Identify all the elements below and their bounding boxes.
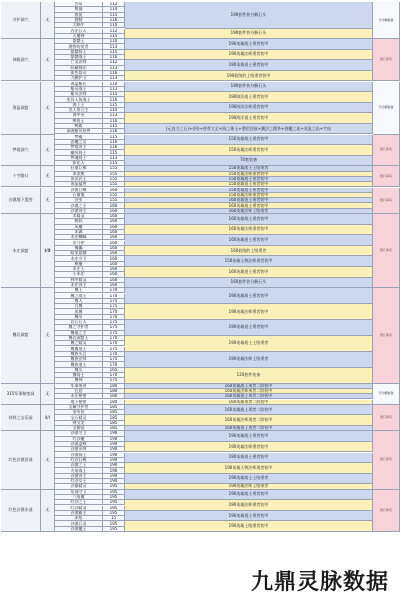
boss-level: 155 xyxy=(103,172,125,177)
boss-name: 沙漠魔王 xyxy=(55,527,103,532)
dungeon-note: 无分解装备 xyxy=(373,82,400,135)
boss-name: 血色祭司 xyxy=(55,71,103,76)
boss-level: 160 xyxy=(103,225,125,230)
reward-band: 150英雄战士勇者装甲 xyxy=(125,188,373,193)
boss-name: 影化人 xyxy=(55,161,103,166)
boss-level: 175 xyxy=(103,378,125,383)
boss-name: 船员战士 xyxy=(55,87,103,92)
boss-name: 卧藏铸印 xyxy=(55,66,103,71)
reward-band: 160英雄道士勇者装甲 xyxy=(125,235,373,246)
reward-band: 160英雄战士勇者装甲 xyxy=(125,214,373,225)
boss-name: 林中精灵 xyxy=(55,278,103,283)
reward-band: 190英雄战士勇者装甲 xyxy=(125,490,373,501)
boss-level: 175 xyxy=(103,320,125,325)
boss-name: 鹰之精灵 xyxy=(55,341,103,346)
boss-name: 沙虫 xyxy=(55,198,103,203)
reward-band: 190英雄战士上级勇者 xyxy=(125,474,373,485)
boss-name: 鹰人 xyxy=(55,299,103,304)
dungeon-note: 低几率有 xyxy=(373,288,400,383)
boss-level: 113 xyxy=(103,66,125,71)
boss-level: 155 xyxy=(103,198,125,203)
boss-level: 115 xyxy=(103,92,125,97)
boss-level: 190 xyxy=(103,442,125,447)
boss-name: 亡灵法师 xyxy=(55,60,103,65)
boss-level: 190 xyxy=(103,453,125,458)
boss-name: 木庄守卫 xyxy=(55,256,103,261)
reward-band: 160英雄法师上级勇者 xyxy=(125,209,373,214)
reward-band: 190英雄法师勇者装甲 xyxy=(125,304,373,320)
dungeon-difficulty: 无 xyxy=(41,39,55,81)
boss-name: 沙漠巨蝎 xyxy=(55,188,103,193)
reward-band: 160英雄法师勇者装甲 xyxy=(125,225,373,236)
boss-level: 115 xyxy=(103,124,125,129)
boss-name: 沙漠守卫 xyxy=(55,431,103,436)
boss-level: 190 xyxy=(103,479,125,484)
boss-name: 石像鬼 xyxy=(55,193,103,198)
reward-band: 160英雄勇者二阶装甲 xyxy=(125,400,373,405)
reward-band: 150英雄战士勇者装甲 xyxy=(125,135,373,146)
boss-name: 沙漠巨灵 xyxy=(55,521,103,526)
boss-name: 木庄领主 xyxy=(55,283,103,288)
reward-band: 190英雄道士勇者装甲 xyxy=(125,320,373,336)
boss-level: 160 xyxy=(103,251,125,256)
reward-band: 160英雄法师勇者二阶装甲 xyxy=(125,389,373,394)
boss-name: 沙漠巫师 xyxy=(55,447,103,452)
boss-level: 180 xyxy=(103,384,125,389)
boss-name: 鹰王 xyxy=(55,288,103,293)
dungeon-difficulty: 无 xyxy=(41,384,55,405)
boss-name: 红沙巨蝎 xyxy=(55,458,103,463)
boss-level: 116 xyxy=(103,55,125,60)
reward-band: 190英雄道士勇者装甲 xyxy=(125,60,373,71)
boss-name: 树妖 xyxy=(55,219,103,224)
boss-level: 115 xyxy=(103,103,125,108)
boss-level: 175 xyxy=(103,347,125,352)
boss-name: 鲸鱼王 xyxy=(55,119,103,124)
boss-level: 110 xyxy=(103,108,125,113)
dungeon-difficulty: 无 xyxy=(41,82,55,135)
boss-level: 160 xyxy=(103,203,125,208)
boss-level: 195 xyxy=(103,527,125,532)
boss-level: 170 xyxy=(103,373,125,378)
boss-level: 115 xyxy=(103,150,125,155)
boss-name: 变异人鱼战士 xyxy=(55,97,103,102)
boss-name: 冰冻武士 xyxy=(55,177,103,182)
reward-band: 190英雄战士勇者装甲 xyxy=(125,288,373,304)
boss-level: 165 xyxy=(103,368,125,373)
boss-name: 傀儡 xyxy=(55,246,103,251)
boss-name: 木乃伊 xyxy=(55,241,103,246)
reward-band: 190英雄战士勇者装甲 xyxy=(125,431,373,442)
dungeon-note: 无分解装备 xyxy=(373,384,400,405)
boss-name: 幽冥骑士 xyxy=(55,150,103,155)
boss-level: 170 xyxy=(103,352,125,357)
dungeon-difficulty: 无 xyxy=(41,135,55,167)
boss-level: 160 xyxy=(103,230,125,235)
boss-name: 暗黑骷髅 xyxy=(55,251,103,256)
reward-band: 190海洋法师勇者装甲 xyxy=(125,103,373,114)
reward-band: 190英雄人物法师勇者装甲 xyxy=(125,463,373,474)
dungeon-name: 梦境洞穴 xyxy=(1,135,41,167)
boss-name: 沙漠领主 xyxy=(55,209,103,214)
dungeon-difficulty: 无 xyxy=(41,288,55,383)
boss-name: 沙漠之王 xyxy=(55,203,103,208)
dungeon-name: 木庄洞窟 xyxy=(1,214,41,288)
boss-level: 195 xyxy=(103,490,125,495)
boss-name: 鹰族法师 xyxy=(55,357,103,362)
boss-name: 财宝龙 xyxy=(55,421,103,426)
boss-name: 木庄王 xyxy=(55,267,103,272)
boss-name: 八角魔 xyxy=(55,495,103,500)
boss-level: 195 xyxy=(103,484,125,489)
boss-name: 沙漠盗贼 xyxy=(55,442,103,447)
boss-level: 170 xyxy=(103,288,125,293)
boss-name: 红沙之王 xyxy=(55,500,103,505)
reward-band: 190低级的上级勇者装甲 xyxy=(125,71,373,82)
dungeon-difficulty: 无 xyxy=(41,490,55,532)
reward-band: 150英雄战士上级勇者 xyxy=(125,166,373,171)
boss-name: 沙漠之王 xyxy=(55,463,103,468)
boss-name: 骷髅王 xyxy=(55,39,103,44)
boss-level: 160 xyxy=(103,219,125,224)
reward-band: 190海洋道士勇者装甲 xyxy=(125,113,373,124)
boss-name: 大鹏护卫 xyxy=(55,76,103,81)
boss-name: 沙漠霸主 xyxy=(55,511,103,516)
dungeon-difficulty: Ⅱ/Ⅰ xyxy=(41,405,55,432)
boss-name: 金币怪 xyxy=(55,410,103,415)
boss-name: 冰晶猛兽 xyxy=(55,182,103,187)
boss-name: 梦境领主 xyxy=(55,145,103,150)
boss-name: 小木庄 xyxy=(55,272,103,277)
boss-name: 沙漠骑士 xyxy=(55,453,103,458)
boss-name: 木庄蜘蛛 xyxy=(55,235,103,240)
boss-level: 185 xyxy=(103,405,125,410)
boss-level: 160 xyxy=(103,256,125,261)
boss-level: 180 xyxy=(103,394,125,399)
boss-level: 160 xyxy=(103,262,125,267)
dungeon-name: 十字路口 xyxy=(1,166,41,187)
reward-band: 190英雄法师勇者装甲 xyxy=(125,500,373,511)
dungeon-note: 低几率有 xyxy=(373,166,400,187)
boss-name: 深海船员怪兽 xyxy=(55,129,103,134)
boss-level: 190 xyxy=(103,463,125,468)
boss-name: 红沙女王 xyxy=(55,479,103,484)
reward-band: 190英雄战士勇者装甲 xyxy=(125,39,373,50)
boss-level: 190 xyxy=(103,474,125,479)
boss-name: 鲸鲨 xyxy=(55,124,103,129)
boss-name: 鹰骑士 xyxy=(55,373,103,378)
watermark-text: 九鼎灵脉数据 xyxy=(250,570,389,595)
boss-level: 112 xyxy=(103,2,125,7)
boss-name: 宝石精灵 xyxy=(55,415,103,420)
reward-band: 160英雄法师勇者二阶装甲 xyxy=(125,415,373,426)
boss-level: 113 xyxy=(103,87,125,92)
reward-band: 160英雄战士勇者二阶装甲 xyxy=(125,384,373,389)
boss-level: 160 xyxy=(103,267,125,272)
reward-band: 190英雄上级勇者装甲 xyxy=(125,521,373,532)
boss-name: 鹰翼战士 xyxy=(55,347,103,352)
boss-level: 113 xyxy=(103,156,125,161)
boss-level: 115 xyxy=(103,135,125,140)
reward-band: 190海洋战士勇者装甲 xyxy=(125,92,373,103)
boss-level: 170 xyxy=(103,362,125,367)
boss-level: 190 xyxy=(103,437,125,442)
boss-level: 175 xyxy=(103,331,125,336)
reward-band: 190套件装分解石头 xyxy=(125,2,373,29)
dungeon-name: 鹰岩洞窟 xyxy=(1,288,41,383)
boss-name: 船员法师 xyxy=(55,92,103,97)
boss-level: 185 xyxy=(103,426,125,431)
boss-name: 树魔 xyxy=(55,262,103,267)
boss-name: 风魔 xyxy=(55,225,103,230)
boss-name: 鹰之战士 xyxy=(55,294,103,299)
boss-name: 鹰神 xyxy=(55,378,103,383)
boss-name: 木精灵 xyxy=(55,214,103,219)
reward-band: 150英雄法师勇者装甲 xyxy=(125,172,373,177)
boss-level: 115 xyxy=(103,13,125,18)
boss-level: 175 xyxy=(103,299,125,304)
boss-level: 160 xyxy=(103,209,125,214)
boss-level: 195 xyxy=(103,521,125,526)
boss-level: 195 xyxy=(103,500,125,505)
boss-level: 112 xyxy=(103,60,125,65)
dungeon-note: 低几率有 xyxy=(373,39,400,81)
boss-level: 110 xyxy=(103,23,125,28)
dungeon-note: 低几率有 xyxy=(373,405,400,432)
dungeon-difficulty: Ⅱ/Ⅲ xyxy=(41,214,55,288)
boss-level: 160 xyxy=(103,235,125,240)
dungeon-difficulty: 无 xyxy=(41,166,55,187)
boss-level: 185 xyxy=(103,415,125,420)
dungeon-name: 守护洞穴 xyxy=(1,2,41,39)
dungeon-name: 沙漠地下遗迹 xyxy=(1,188,41,215)
boss-level: 116 xyxy=(103,140,125,145)
boss-level: 175 xyxy=(103,325,125,330)
reward-band: 120套件装备 xyxy=(125,368,373,384)
boss-name: 吉蒂 xyxy=(55,2,103,7)
boss-level: 155 xyxy=(103,177,125,182)
boss-name: 冰冻熊 xyxy=(55,172,103,177)
boss-level: 116 xyxy=(103,129,125,134)
reward-band: 190英雄法师勇者装甲 xyxy=(125,50,373,61)
reward-band: 160英雄道士勇者二阶装甲 xyxy=(125,426,373,431)
boss-name: 鹰族道士 xyxy=(55,362,103,367)
boss-name: 吞法巨人 xyxy=(55,29,103,34)
boss-level: 116 xyxy=(103,71,125,76)
boss-name: 木偶 xyxy=(55,230,103,235)
boss-name: 鹰巢之主 xyxy=(55,331,103,336)
boss-name: 大蜗牛 xyxy=(55,23,103,28)
boss-level: 195 xyxy=(103,506,125,511)
boss-name: 鹰岩洞窟王 xyxy=(55,336,103,341)
boss-name: 沙暴精灵 xyxy=(55,484,103,489)
dungeon-name: 315军事秘密洞 xyxy=(1,384,41,405)
reward-band: 160套件装分解石头 xyxy=(125,278,373,289)
boss-name: 鹰巫 xyxy=(55,315,103,320)
boss-name: 白鹰 xyxy=(55,304,103,309)
boss-level: 170 xyxy=(103,336,125,341)
boss-name: 恶魔之女 xyxy=(55,140,103,145)
boss-name: 火焰战士 xyxy=(55,468,103,473)
boss-level: 116 xyxy=(103,97,125,102)
boss-level: 195 xyxy=(103,495,125,500)
boss-level: 170 xyxy=(103,315,125,320)
boss-name: 海上王 xyxy=(55,103,103,108)
boss-name: 地下秘密 xyxy=(55,400,103,405)
boss-name: 赤焰 xyxy=(55,516,103,521)
boss-level: 160 xyxy=(103,278,125,283)
drop-table xyxy=(1,2,400,598)
boss-name: 宝箱怪 xyxy=(55,426,103,431)
boss-level: 170 xyxy=(103,294,125,299)
boss-level: 112 xyxy=(103,29,125,34)
boss-level: 190 xyxy=(103,447,125,452)
boss-name: 火魔神 xyxy=(55,34,103,39)
boss-name: 岩石巨人 xyxy=(55,320,103,325)
dungeon-note: 低几率有 xyxy=(373,135,400,167)
boss-name: 骷髅骑士 xyxy=(55,50,103,55)
boss-name: 军事统领 xyxy=(55,384,103,389)
boss-name: 鹰之守护者 xyxy=(55,325,103,330)
boss-level: 170 xyxy=(103,341,125,346)
boss-name: 理智的觉者 xyxy=(55,44,103,49)
boss-level: 115 xyxy=(103,50,125,55)
boss-name: 海盗船长 xyxy=(55,82,103,87)
boss-level: 175 xyxy=(103,357,125,362)
dungeon-name: 红色沙漠东部 xyxy=(1,490,41,532)
reward-band: 190套件装分解石头 xyxy=(125,29,373,40)
boss-level: 116 xyxy=(103,145,125,150)
dungeon-name: 红色沙漠西部 xyxy=(1,431,41,489)
boss-level: 113 xyxy=(103,113,125,118)
reward-band: 160英雄道士勇者装甲 xyxy=(125,198,373,203)
reward-band: 190英雄战士上级勇者 xyxy=(125,336,373,352)
reward-band: 190英雄法师上级勇者 xyxy=(125,352,373,368)
dungeon-note: 低几率有 xyxy=(373,431,400,489)
boss-name: 木庄秘密 xyxy=(55,394,103,399)
dungeon-note: 低几率有 xyxy=(373,214,400,288)
boss-level: 15 xyxy=(103,516,125,521)
boss-level: 190 xyxy=(103,468,125,473)
boss-name: 狼徒 xyxy=(55,13,103,18)
dungeon-difficulty: 无 xyxy=(41,431,55,489)
boss-level: 155 xyxy=(103,182,125,187)
boss-level: 160 xyxy=(103,214,125,219)
dungeon-note: 无分解装备 xyxy=(373,2,400,39)
boss-level: 115 xyxy=(103,161,125,166)
boss-name: 宝藏守护者 xyxy=(55,405,103,410)
dungeon-difficulty: 无 xyxy=(41,188,55,215)
boss-name: 黑鹰 xyxy=(55,309,103,314)
reward-band: 160低级的上级勇者 xyxy=(125,246,373,257)
dungeon-difficulty: 无 xyxy=(41,2,55,39)
boss-name: 梦魂骑士 xyxy=(55,156,103,161)
boss-level: 180 xyxy=(103,400,125,405)
reward-band: 190套件装分解石头 xyxy=(125,82,373,93)
boss-level: 155 xyxy=(103,193,125,198)
boss-level: 116 xyxy=(103,18,125,23)
boss-name: 鹰爪 xyxy=(55,368,103,373)
boss-name: 骷髅战士 xyxy=(55,55,103,60)
dungeon-name: 神殿洞穴 xyxy=(1,39,41,81)
boss-level: 160 xyxy=(103,272,125,277)
dungeon-note: 低几率有 xyxy=(373,188,400,215)
reward-band: 150英雄道士勇者装甲 xyxy=(125,182,373,187)
reward-band: 150英雄法师勇者装甲 xyxy=(125,193,373,198)
boss-name: 红沙精灵 xyxy=(55,506,103,511)
boss-level: 113 xyxy=(103,44,125,49)
boss-level: 110 xyxy=(103,39,125,44)
reward-band: 190英雄道士勇者装甲 xyxy=(125,511,373,522)
boss-level: 110 xyxy=(103,82,125,87)
boss-level: 180 xyxy=(103,389,125,394)
reward-band: 150英雄人物法师勇者装甲 xyxy=(125,256,373,267)
dungeon-name: 材料之宝乐园 xyxy=(1,405,41,432)
reward-band: 150英雄战士勇者装甲 xyxy=(125,177,373,182)
boss-name: 海中巫 xyxy=(55,113,103,118)
reward-band: 190英雄道士勇者装甲 xyxy=(125,453,373,464)
boss-name: 梦魇 xyxy=(55,135,103,140)
dungeon-note: 低几率有 xyxy=(373,490,400,532)
reward-band: 150英雄法师勇者装甲 xyxy=(125,145,373,156)
boss-level: 114 xyxy=(103,7,125,12)
boss-level: 113 xyxy=(103,76,125,81)
reward-band: 70套装备 xyxy=(125,156,373,167)
reward-band: 190英雄法师勇者装甲 xyxy=(125,442,373,453)
reward-band: 160英雄战士勇者装甲 xyxy=(125,203,373,208)
boss-name: 熊猫 xyxy=(55,7,103,12)
boss-level: 160 xyxy=(103,246,125,251)
reward-band: 160英雄道士勇者二阶装甲 xyxy=(125,394,373,399)
reward-band: (元良力之石)+(四)+兽骨大全+海之珠玉+潜伏回放+潮汐之精华+海魔之血+炎流之焰+宇宙 xyxy=(125,124,373,135)
boss-level: 115 xyxy=(103,34,125,39)
boss-level: 155 xyxy=(103,166,125,171)
boss-level: 190 xyxy=(103,431,125,436)
boss-name: 狼贼 xyxy=(55,18,103,23)
boss-level: 185 xyxy=(103,410,125,415)
boss-level: 160 xyxy=(103,188,125,193)
boss-level: 175 xyxy=(103,304,125,309)
boss-name: 东部守卫 xyxy=(55,490,103,495)
boss-level: 160 xyxy=(103,283,125,288)
boss-name: 狂暴巨熊 xyxy=(55,166,103,171)
boss-level: 116 xyxy=(103,119,125,124)
boss-level: 170 xyxy=(103,309,125,314)
boss-level: 190 xyxy=(103,458,125,463)
boss-name: 美人鱼公主 xyxy=(55,108,103,113)
dungeon-name: 海盗洞窟 xyxy=(1,82,41,135)
reward-band: 190英雄法师上级勇者 xyxy=(125,484,373,489)
boss-level: 195 xyxy=(103,511,125,516)
boss-name: 狂怒 xyxy=(55,389,103,394)
boss-name: 鹰族头目 xyxy=(55,352,103,357)
boss-level: 185 xyxy=(103,421,125,426)
reward-band: 160英雄战士勇者二阶装甲 xyxy=(125,405,373,416)
reward-band: 160英雄道士勇者装甲 xyxy=(125,267,373,278)
boss-level: 160 xyxy=(103,241,125,246)
boss-name: 红沙魔 xyxy=(55,437,103,442)
boss-name: 沙漠领主 xyxy=(55,474,103,479)
